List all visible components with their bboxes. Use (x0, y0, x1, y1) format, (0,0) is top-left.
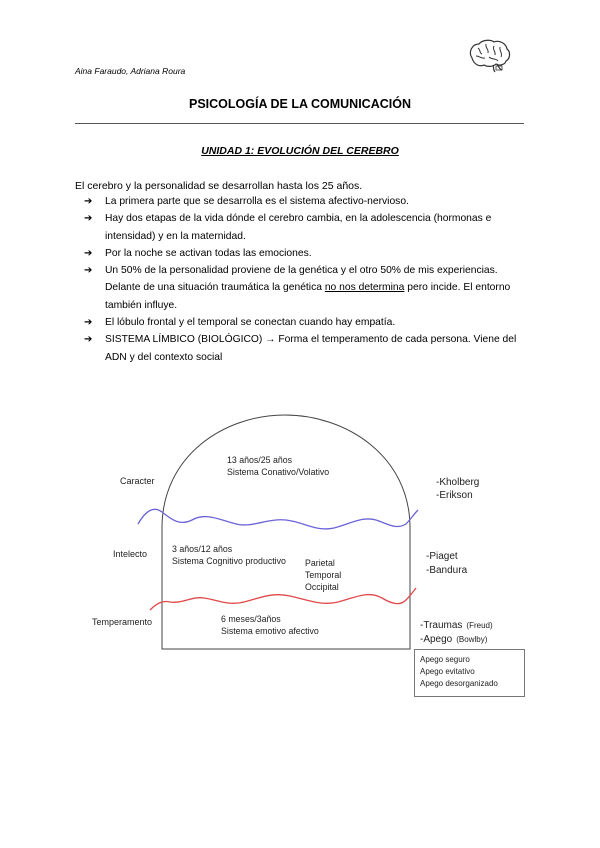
apego-line: -Apego (Bowlby) (420, 634, 488, 645)
arrow-icon: ➔ (84, 317, 93, 329)
arrow-icon: ➔ (84, 196, 93, 207)
arrow-icon: ➔ (84, 334, 93, 346)
list-item: ➔ La primera parte que se desarrolla es el sistema afectivo-nervioso. (84, 193, 534, 210)
intro-text: El cerebro y la personalidad se desarrollan hasta los 25 años. (75, 180, 363, 192)
upper-system: Sistema Conativo/Volativo (227, 467, 330, 477)
lower-system: Sistema emotivo afectivo (221, 626, 319, 636)
attachment-type: Apego seguro (420, 655, 470, 664)
list-item: ➔ El lóbulo frontal y el temporal se conectan cuando hay empatía. (84, 314, 534, 331)
list-item: ➔ Por la noche se activan todas las emociones. (84, 245, 534, 262)
unit-title: UNIDAD 1: EVOLUCIÓN DEL CEREBRO (201, 145, 399, 157)
middle-age: 3 años/12 años (172, 544, 233, 554)
arrow-icon: ➔ (84, 265, 93, 277)
arrow-icon: ➔ (84, 247, 93, 259)
label-intelecto: Intelecto (113, 549, 148, 559)
author-erikson: -Erikson (436, 490, 473, 501)
red-wave (150, 588, 416, 610)
attachment-type: Apego desorganizado (420, 679, 498, 688)
dome-outline (162, 415, 410, 649)
upper-age: 13 años/25 años (227, 455, 293, 465)
lobe-temporal: Temporal (305, 570, 342, 580)
lower-age: 6 meses/3años (221, 614, 281, 624)
middle-system: Sistema Cognitivo productivo (172, 556, 286, 566)
list-item: ➔ SISTEMA LÍMBICO (BIOLÓGICO) → Forma el temperamento de cada persona. Viene del ADN y del contexto social (84, 331, 534, 366)
attachment-type: Apego evitativo (420, 667, 475, 676)
label-caracter: Caracter (120, 476, 155, 486)
list-item: ➔ Un 50% de la personalidad proviene de la genética y el otro 50% de mis experiencias. Delante de una situación traumática la genética no nos determina pero incide. El entorno también influye. (84, 262, 534, 314)
lobe-parietal: Parietal (305, 558, 335, 568)
lobe-occipital: Occipital (305, 582, 339, 592)
author-kholberg: -Kholberg (436, 477, 480, 488)
label-temperamento: Temperamento (92, 617, 153, 627)
traumas-line: -Traumas (Freud) (420, 620, 493, 631)
underlined-phrase: no nos determina (324, 282, 405, 294)
blue-wave (138, 509, 418, 529)
arrow-icon: ➔ (84, 213, 93, 225)
attachment-types-box (414, 649, 525, 697)
author-piaget: -Piaget (426, 551, 458, 562)
authors: Aina Faraudo, Adriana Roura (75, 66, 186, 76)
author-bandura: -Bandura (426, 565, 468, 576)
page-title: PSICOLOGÍA DE LA COMUNICACIÓN (189, 97, 411, 111)
list-item: ➔ Hay dos etapas de la vida dónde el cerebro cambia, en la adolescencia (hormonas e intensidad) y en la maternidad. (84, 210, 534, 245)
